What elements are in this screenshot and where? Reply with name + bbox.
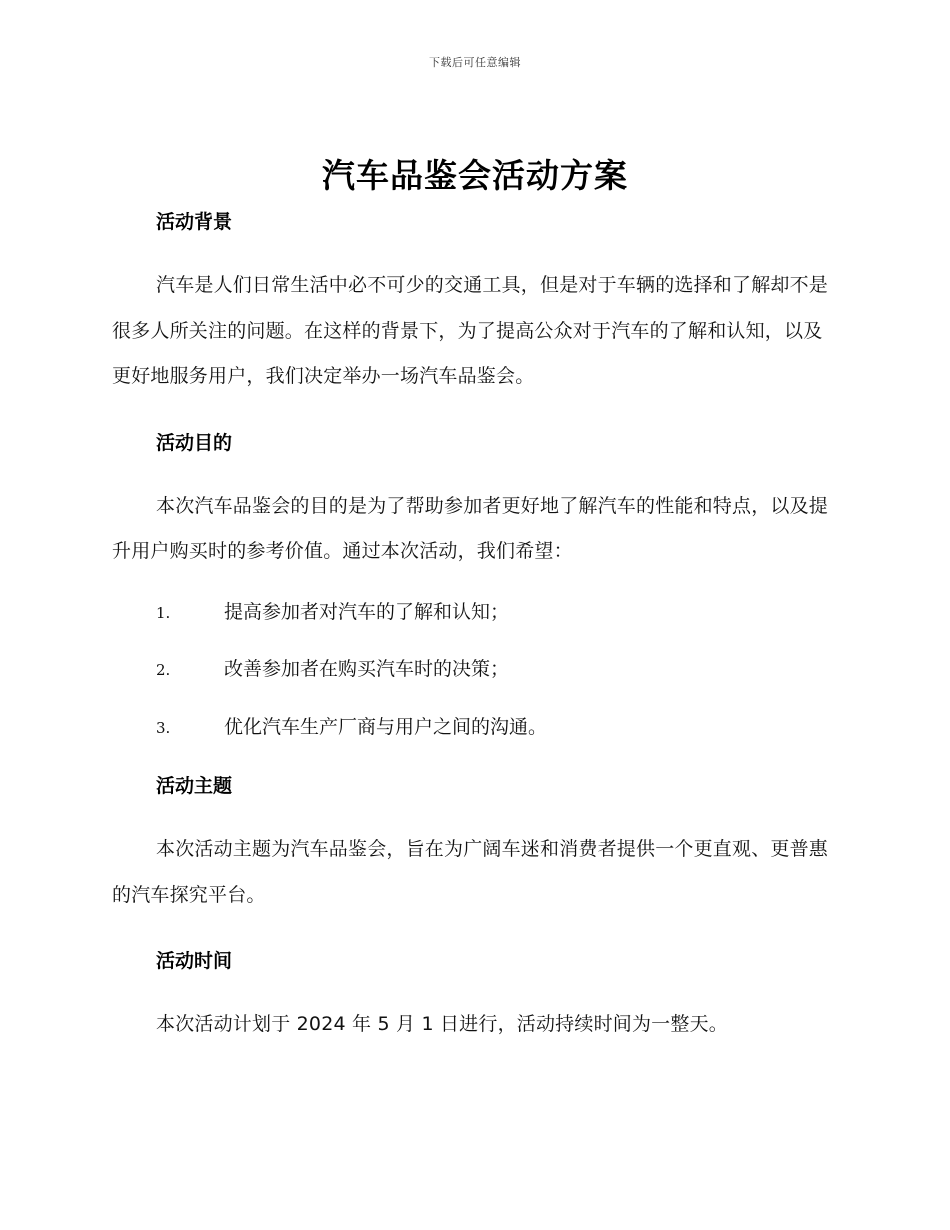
goal-list <box>112 597 834 770</box>
header-note: 下载后可任意编辑 <box>429 56 521 69</box>
paragraph: 汽车是人们日常生活中必不可少的交通工具，但是对于车辆的选择和了解却不是很多人所关注的问题。在这样的背景下，为了提高公众对于汽车的了解和认知，以及更好地服务用户，我们决定举办一场汽车品鉴会。 <box>112 274 829 387</box>
list-item <box>112 597 834 655</box>
list-item-number: 2. <box>156 661 171 679</box>
section-background <box>112 207 834 400</box>
document-title: 汽车品鉴会活动方案 <box>322 156 628 195</box>
section-heading: 活动背景 <box>156 211 233 233</box>
list-item-text: 优化汽车生产厂商与用户之间的沟通。 <box>224 715 548 738</box>
list-item <box>112 654 834 712</box>
list-item-text: 改善参加者在购买汽车时的决策； <box>224 658 510 680</box>
section-heading: 活动主题 <box>156 775 233 797</box>
section-heading: 活动时间 <box>156 950 233 972</box>
list-item <box>112 712 834 770</box>
document-body <box>112 207 834 1048</box>
section-theme <box>112 771 834 918</box>
paragraph: 本次活动计划于 2024 年 5 月 1 日进行，活动持续时间为一整天。 <box>156 1013 728 1035</box>
section-time <box>112 946 834 1048</box>
list-item-text: 提高参加者对汽车的了解和认知； <box>224 600 510 623</box>
list-item-number: 3. <box>156 718 171 737</box>
list-item-number: 1. <box>156 603 171 622</box>
paragraph: 本次汽车品鉴会的目的是为了帮助参加者更好地了解汽车的性能和特点，以及提升用户购买时的参考价值。通过本次活动，我们希望： <box>112 494 829 562</box>
paragraph: 本次活动主题为汽车品鉴会，旨在为广阔车迷和消费者提供一个更直观、更普惠的汽车探究平台。 <box>112 838 829 906</box>
section-purpose <box>112 428 834 770</box>
section-heading: 活动目的 <box>156 431 233 454</box>
